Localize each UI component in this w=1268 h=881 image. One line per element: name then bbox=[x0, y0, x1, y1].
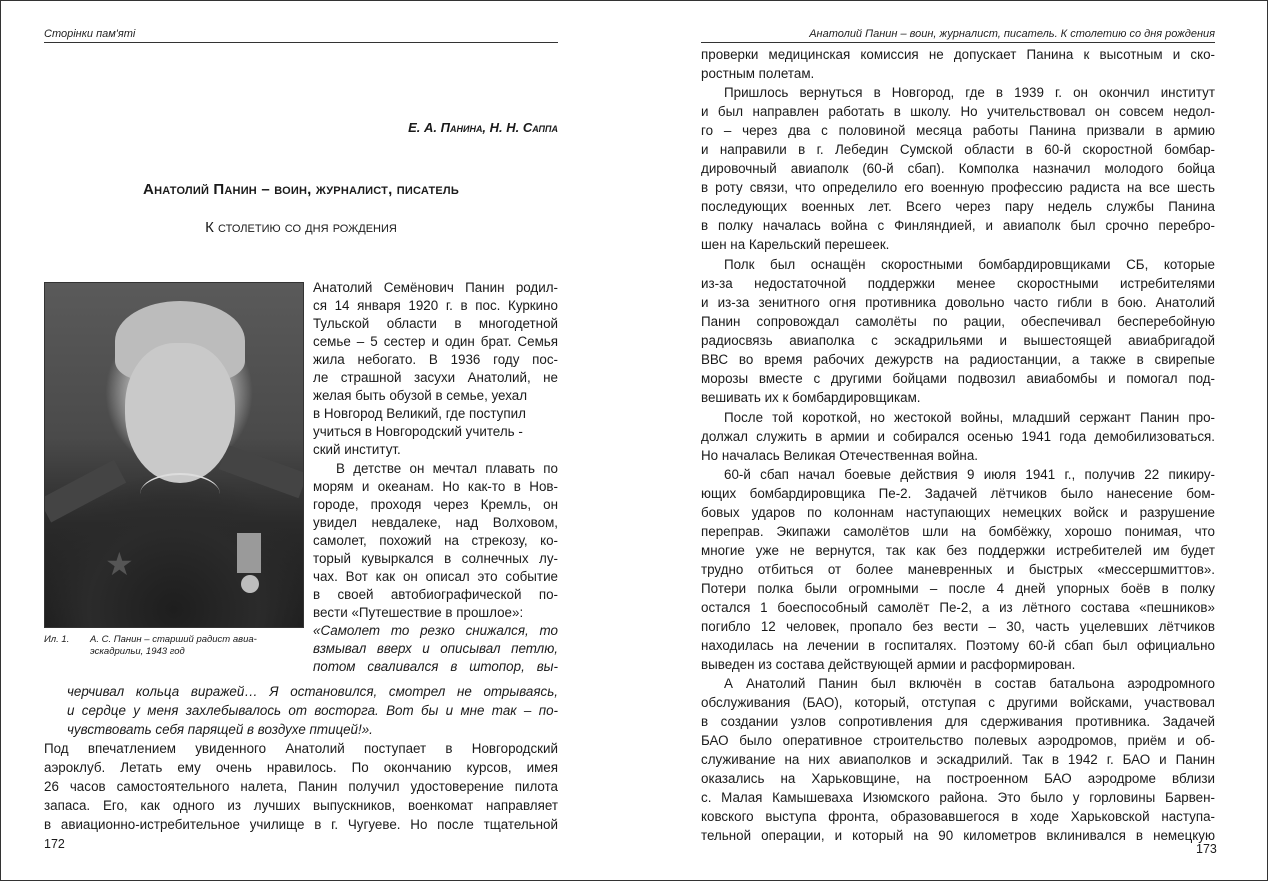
text-line: переправ. Экипажи самолётов шли на бомбёжку, хорошо понимая, что bbox=[701, 524, 1215, 539]
text-line: самолет, похожий на стрекозу, ко- bbox=[313, 533, 558, 548]
text-line: последующих военных лет. Всего через пару недель службы Панина bbox=[701, 199, 1215, 214]
text-line: ковского выступа фронта, образовавшегося в ходе Харьковской наступа- bbox=[701, 809, 1215, 824]
quote-line: и сердце у меня захлебывалось от восторга. Вот бы и мне так – по- bbox=[67, 703, 558, 718]
caption-line: А. С. Панин – старший радист авиа- bbox=[90, 634, 257, 645]
text-line: учиться в Новгородский учитель - bbox=[313, 424, 523, 439]
text-line: морям и океанам. Но как-то в Нов- bbox=[313, 479, 558, 494]
text-line: тельной операции, и который на 90 километров вклинивался в немецкую bbox=[701, 828, 1215, 843]
text-line: морозы вместе с другими бойцами подвозил авиабомбы и помогал под- bbox=[701, 371, 1215, 386]
text-line: находилась на лечении в госпиталях. Поэтому 60-й сбап был официально bbox=[701, 638, 1215, 653]
quote-line: «Самолет то резко снижался, то bbox=[313, 623, 558, 638]
text-line: ющих бомбардировщика Пе-2. Задачей лётчиков было нанесение бом- bbox=[701, 486, 1215, 501]
page-number: 173 bbox=[1196, 842, 1217, 856]
article-subtitle: К столетию со дня рождения bbox=[205, 219, 397, 236]
right-page bbox=[634, 0, 1268, 881]
text-line: семье – 5 сестер и один брат. Семья bbox=[313, 334, 558, 349]
text-line: увидел невдалеке, над Волховом, bbox=[313, 515, 558, 530]
text-line: и направили в г. Лебедин Сумской области в 60-й скоростной бомбар- bbox=[701, 142, 1215, 157]
medal-ribbon bbox=[237, 533, 261, 573]
text-line: Пришлось вернуться в Новгород, где в 1939 г. он окончил институт bbox=[724, 85, 1215, 100]
text-line: в своей автобиографической по- bbox=[313, 587, 558, 602]
shoulder-strap-right bbox=[219, 445, 304, 499]
article-title: Анатолий Панин – воин, журналист, писатель bbox=[143, 181, 459, 198]
article-authors: Е. А. Панина, Н. Н. Саппа bbox=[408, 120, 558, 135]
text-line: вешивать их к бомбардировщикам. bbox=[701, 390, 921, 405]
medal-icon bbox=[241, 575, 259, 593]
page-number: 172 bbox=[44, 837, 65, 851]
text-line: 26 часов самостоятельного налета, Панин получил удостоверение пилота bbox=[44, 779, 558, 794]
text-line: Панин сопровождал самолёты по рации, обеспечивал бесперебойную bbox=[701, 314, 1215, 329]
text-line: из-за недостаточной поддержки менее скоростными истребителями bbox=[701, 276, 1215, 291]
text-line: в роту связи, что определило его военную профессию радиста на все шесть bbox=[701, 180, 1215, 195]
text-line: Полк был оснащён скоростными бомбардировщиками СБ, которые bbox=[724, 257, 1215, 272]
text-line: Потери полка были огромными – после 4 дней упорных боёв в полку bbox=[701, 581, 1215, 596]
text-line: обслуживания (БАО), который, отступая с другими войсками, участвовал bbox=[701, 695, 1215, 710]
text-line: городе, проходя через Кремль, он bbox=[313, 497, 558, 512]
text-line: радиосвязь авиаполка с эскадрильями и вышестоящей авиабригадой bbox=[701, 333, 1215, 348]
quote-line: чувствовать себя парящей в воздухе птицей!». bbox=[67, 722, 373, 737]
text-line: аэроклуб. Летать ему очень нравилось. По окончанию курсов, имея bbox=[44, 760, 558, 775]
text-line: Но началась Великая Отечественная война. bbox=[701, 448, 978, 463]
text-line: дировочный авиаполк (60-й сбап). Комполка назначил молодого бойца bbox=[701, 161, 1215, 176]
text-line: служивание на них авиаполков и эскадрилий. Так в 1942 г. БАО и Панин bbox=[701, 752, 1215, 767]
text-line: в полку началась война с Финляндией, и авиаполк был срочно перебро- bbox=[701, 218, 1215, 233]
text-line: трудно отбиться от более маневренных и быстрых «мессершмиттов». bbox=[701, 562, 1215, 577]
text-line: ле страшной засухи Анатолий, не bbox=[313, 370, 558, 385]
text-line: Анатолий Семёнович Панин родил- bbox=[313, 280, 558, 295]
text-line: ростным полетам. bbox=[701, 66, 815, 81]
running-head: Сторінки пам'яті bbox=[44, 28, 558, 43]
quote-line: взмывал вверх и описывал петлю, bbox=[313, 641, 558, 656]
text-line: ся 14 января 1920 г. в пос. Куркино bbox=[313, 298, 558, 313]
portrait-face bbox=[125, 343, 235, 483]
text-line: бовых ударов по колоннам наступающих немецких войск и разрушение bbox=[701, 505, 1215, 520]
text-line: После той короткой, но жестокой войны, младший сержант Панин про- bbox=[724, 410, 1215, 425]
text-line: жила небогато. В 1936 году пос- bbox=[313, 352, 558, 367]
text-line: шен на Карельский перешеек. bbox=[701, 237, 890, 252]
text-line: торый кувыркался в солнечных лу- bbox=[313, 551, 558, 566]
text-line: и был направлен работать в школу. Но учительствовал он совсем недол- bbox=[701, 104, 1215, 119]
shoulder-strap-left bbox=[44, 460, 126, 523]
caption-line: эскадрильи, 1943 год bbox=[90, 646, 185, 657]
star-badge-icon: ★ bbox=[105, 546, 134, 582]
text-line: вести «Путешествие в прошлое»: bbox=[313, 605, 524, 620]
text-line: погибло 12 человек, пропало без вести – 30, часть уцелевших лётчиков bbox=[701, 619, 1215, 634]
quote-line: черчивал кольца виражей… Я остановился, смотрел не отрываясь, bbox=[67, 684, 558, 699]
text-line: проверки медицинская комиссия не допускает Панина к высотным и ско- bbox=[701, 47, 1215, 62]
portrait-collar bbox=[140, 473, 220, 515]
text-line: многие уже не вернутся, так как без поддержки истребителей им будет bbox=[701, 543, 1215, 558]
text-line: запаса. Его, как одного из лучших выпускников, военкомат направляет bbox=[44, 798, 558, 813]
text-line: с. Малая Камышеваха Изюмского района. Это было у горловины Барвен- bbox=[701, 790, 1215, 805]
quote-line: потом сваливался в штопор, вы- bbox=[313, 659, 558, 674]
text-line: выведен из состава действующей армии и расформирован. bbox=[701, 657, 1076, 672]
text-line: В детстве он мечтал плавать по bbox=[336, 461, 558, 476]
text-line: ВВС во время рабочих дежурств на радиостанции, а также в свирепые bbox=[701, 352, 1215, 367]
text-line: остался 1 боеспособный самолёт Пе-2, а из лётного состава «пешников» bbox=[701, 600, 1215, 615]
text-line: оказались на Харьковщине, на построенном БАО аэродроме вблизи bbox=[701, 771, 1215, 786]
text-line: в создании узлов сопротивления для сдерживания противника. Задачей bbox=[701, 714, 1215, 729]
text-line: А Анатолий Панин был включён в состав батальона аэродромного bbox=[724, 676, 1215, 691]
text-line: и из-за зенитного огня противника довольно часто гибли в бою. Анатолий bbox=[701, 295, 1215, 310]
text-line: БАО было оперативное строительство полевых аэродромов, приём и об- bbox=[701, 733, 1215, 748]
text-line: 60-й сбап начал боевые действия 9 июля 1941 г., получив 22 пикиру- bbox=[724, 467, 1215, 482]
text-line: чах. Вот как он описал это событие bbox=[313, 569, 558, 584]
text-line: должал служить в армии и собирался осенью 1941 года демобилизоваться. bbox=[701, 429, 1215, 444]
text-line: Тульской области в многодетной bbox=[313, 316, 558, 331]
figure-number: Ил. 1. bbox=[44, 634, 70, 645]
text-line: ский институт. bbox=[313, 442, 401, 457]
text-line: желая быть обузой в семье, уехал bbox=[313, 388, 528, 403]
text-line: Под впечатлением увиденного Анатолий поступает в Новгородский bbox=[44, 741, 558, 756]
text-line: в авиационно-истребительное училище в г. Чугуеве. Но после тщательной bbox=[44, 817, 558, 832]
text-line: в Новгород Великий, где поступил bbox=[313, 406, 526, 421]
running-head: Анатолий Панин – воин, журналист, писатель. К столетию со дня рождения bbox=[701, 28, 1215, 43]
portrait-photo bbox=[44, 282, 304, 628]
text-line: го – через два с половиной месяца работы Панина призвали в армию bbox=[701, 123, 1215, 138]
